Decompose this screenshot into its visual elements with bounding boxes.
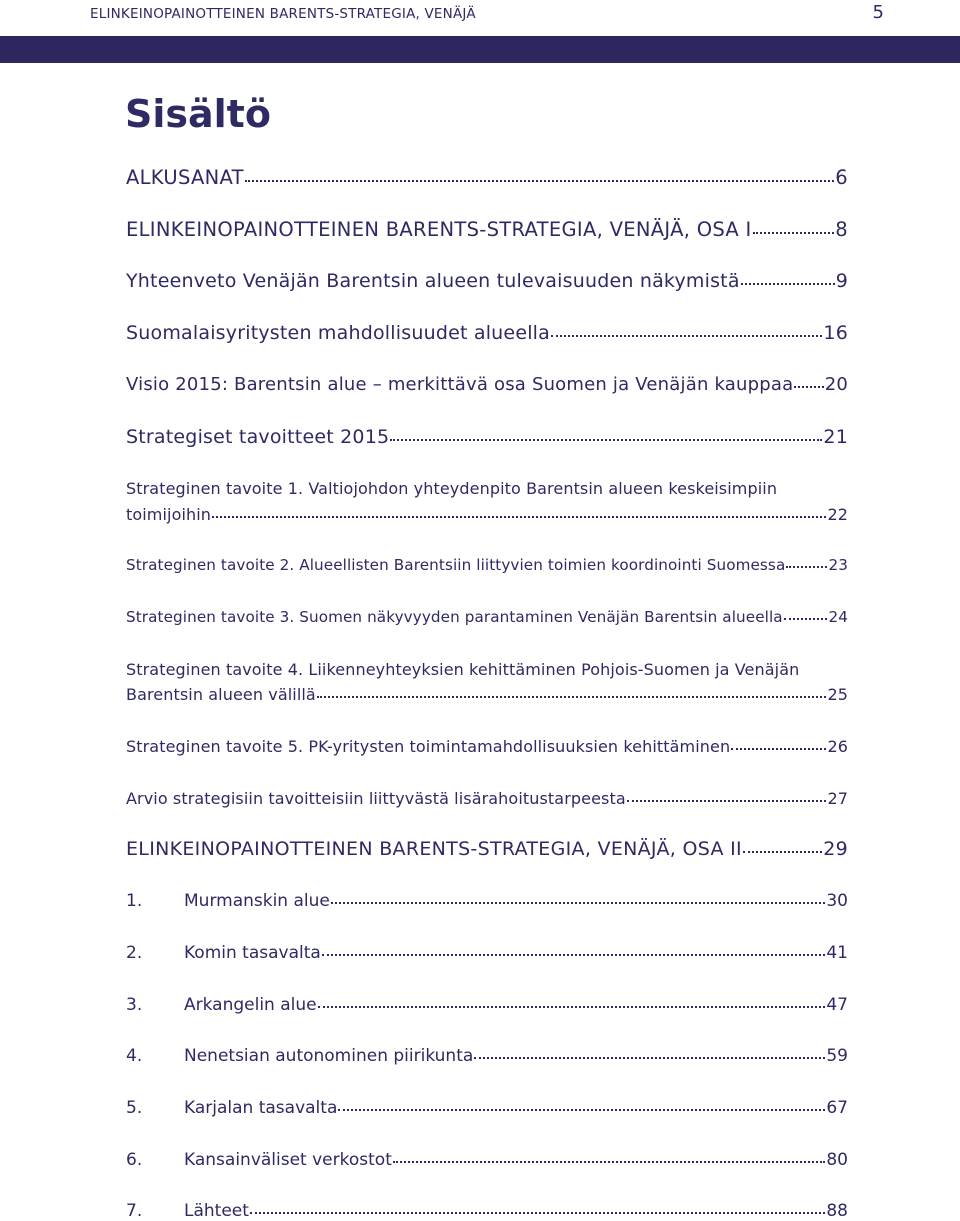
toc-entry-numbered[interactable] [126,891,848,911]
toc-entry-numbered[interactable] [126,1098,848,1118]
toc-page: 67 [826,1098,848,1118]
toc-label: Arkangelin alue [184,995,317,1015]
toc-entry-osa-2[interactable] [126,838,848,860]
toc-leader-dots [753,228,835,234]
toc-entry-osa-1[interactable] [126,218,848,241]
toc-leader-dots [250,1209,825,1214]
toc-leader-dots [393,1158,825,1163]
toc-page: 6 [835,166,848,189]
toc-entry-tavoite-5[interactable] [126,737,848,756]
toc-page: 29 [823,838,848,860]
toc-page: 22 [827,505,848,524]
toc-page: 21 [823,426,848,448]
toc-leader-dots [731,745,826,750]
toc-leader-dots [390,435,822,441]
toc-page: 20 [824,374,848,395]
toc-page: 88 [826,1201,848,1221]
toc-entry-tavoitteet[interactable] [126,426,848,448]
toc-leader-dots [338,1106,825,1111]
toc-page: 30 [826,891,848,911]
toc-entry-yhteenveto[interactable] [126,270,848,292]
toc-leader-dots [245,176,834,182]
toc-label: Arvio strategisiin tavoitteisiin liittyvästä lisärahoitustarpeesta [126,789,626,808]
toc-label: Strateginen tavoite 3. Suomen näkyvyyden parantaminen Venäjän Barentsin alueella [126,608,783,626]
toc-leader-dots [318,1003,826,1008]
toc-number: 2. [126,943,143,963]
running-header-title: ELINKEINOPAINOTTEINEN BARENTS-STRATEGIA, VENÄJÄ [90,6,476,22]
toc-entry-tavoite-3[interactable] [126,608,848,626]
toc-label: Komin tasavalta [184,943,321,963]
toc-label: Barentsin alueen välillä [126,685,316,704]
toc-entry-arvio[interactable] [126,789,848,808]
toc-entry-alkusanat[interactable] [126,166,848,189]
toc-leader-dots [786,563,827,568]
toc-page: 59 [826,1046,848,1066]
toc-label: Strategiset tavoitteet 2015 [126,426,390,448]
toc-label: ELINKEINOPAINOTTEINEN BARENTS-STRATEGIA, VENÄJÄ, OSA II [126,838,742,860]
toc-page: 23 [828,556,848,574]
toc-label: Suomalaisyritysten mahdollisuudet alueella [126,322,551,344]
toc-leader-dots [331,899,825,904]
toc-page: 9 [835,270,848,292]
toc-label: Kansainväliset verkostot [184,1150,392,1170]
toc-number: 6. [126,1150,143,1170]
toc-entry-tavoite-2[interactable] [126,556,848,574]
toc-page: 24 [828,608,848,626]
toc-number: 1. [126,891,143,911]
toc-number: 7. [126,1201,143,1221]
toc-entry-numbered[interactable] [126,1046,848,1066]
toc-label: Murmanskin alue [184,891,330,911]
toc-entry-mahdollisuudet[interactable] [126,322,848,344]
toc-page: 26 [827,737,848,756]
toc-entry-tavoite-4-end [126,685,848,704]
toc-entry-numbered[interactable] [126,995,848,1015]
toc-label: ALKUSANAT [126,166,244,189]
toc-label: Karjalan tasavalta [184,1098,338,1118]
toc-page: 27 [827,789,848,808]
toc-label: Lähteet [184,1201,249,1221]
toc-label: Strateginen tavoite 5. PK-yritysten toimintamahdollisuuksien kehittäminen [126,737,731,756]
toc-entry-numbered[interactable] [126,1201,848,1221]
toc-label: Visio 2015: Barentsin alue – merkittävä osa Suomen ja Venäjän kauppaa [126,374,794,395]
page-number: 5 [872,2,884,23]
toc-label-line-1: Strateginen tavoite 1. Valtiojohdon yhteydenpito Barentsin alueen keskeisimpiin [126,479,778,498]
toc-leader-dots [474,1054,825,1059]
toc-label: Strateginen tavoite 2. Alueellisten Barentsiin liittyvien toimien koordinointi Suomessa [126,556,786,574]
toc-page: 41 [826,943,848,963]
toc-label: Yhteenveto Venäjän Barentsin alueen tulevaisuuden näkymistä [126,270,740,292]
toc-label: toimijoihin [126,505,212,524]
toc-leader-dots [794,383,823,389]
toc-leader-dots [551,331,822,337]
toc-entry-numbered[interactable] [126,1150,848,1170]
page-title: Sisältö [125,92,271,136]
toc-entry-visio[interactable] [126,374,848,395]
toc-page: 16 [823,322,848,344]
toc-leader-dots [627,797,827,802]
toc-leader-dots [743,847,822,853]
toc-page: 25 [827,685,848,704]
toc-entry-tavoite-1-end [126,505,848,524]
toc-number: 5. [126,1098,143,1118]
toc-entry-numbered[interactable] [126,943,848,963]
toc-label-line-1: Strateginen tavoite 4. Liikenneyhteyksien kehittäminen Pohjois-Suomen ja Venäjän [126,660,800,679]
toc-leader-dots [317,693,827,698]
toc-number: 3. [126,995,143,1015]
toc-page: 47 [826,995,848,1015]
header-band [0,36,960,63]
toc-leader-dots [212,513,826,518]
toc-page: 8 [835,218,848,241]
page-header [0,0,960,36]
toc-leader-dots [322,951,826,956]
toc-label: Nenetsian autonominen piirikunta [184,1046,474,1066]
toc-number: 4. [126,1046,143,1066]
toc-leader-dots [741,279,835,285]
toc-page: 80 [826,1150,848,1170]
toc-leader-dots [784,615,828,620]
toc-label: ELINKEINOPAINOTTEINEN BARENTS-STRATEGIA, VENÄJÄ, OSA I [126,218,752,241]
